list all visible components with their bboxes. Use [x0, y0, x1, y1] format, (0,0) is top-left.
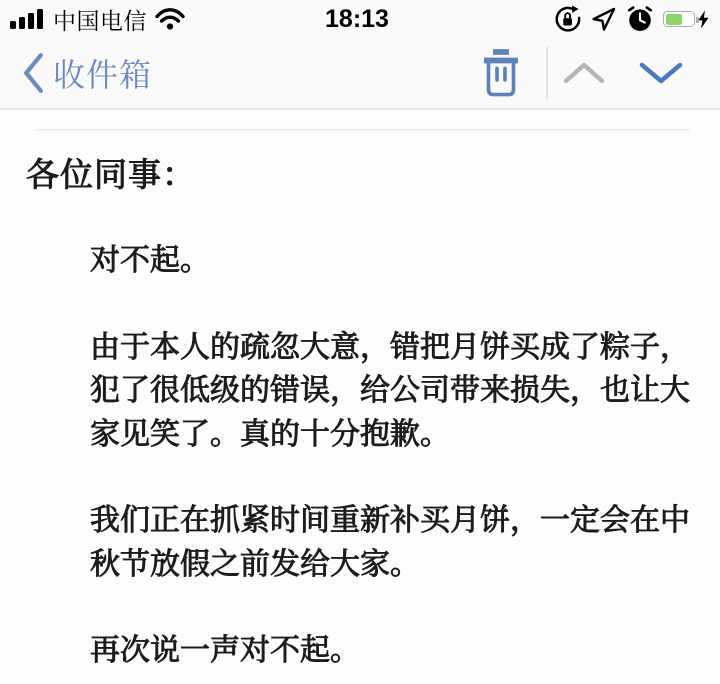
battery-icon [663, 11, 695, 27]
previous-message-button[interactable] [562, 59, 606, 87]
status-bar-left [10, 3, 186, 36]
trash-icon [478, 48, 524, 98]
nav-bar [0, 38, 720, 110]
delete-mail-button[interactable] [478, 48, 524, 98]
mail-salutation: 各位同事： [26, 156, 196, 193]
back-button-label: 收件箱 [53, 57, 153, 93]
orientation-lock-icon [553, 5, 582, 34]
wifi-icon [154, 7, 186, 31]
chevron-down-icon [638, 59, 684, 87]
signal-bars-icon [10, 8, 46, 30]
nav-divider [546, 47, 548, 99]
content-top-rule [35, 129, 690, 131]
status-bar-right [553, 5, 710, 34]
location-arrow-icon [591, 6, 617, 32]
status-bar [0, 0, 720, 38]
alarm-clock-icon [626, 5, 654, 33]
nav-actions [478, 47, 684, 99]
status-time: 18:13 [325, 4, 389, 33]
mail-paragraph: 再次说一声对不起。 [90, 634, 360, 667]
carrier-label: 中国电信 [53, 7, 147, 34]
mail-paragraph: 由于本人的疏忽大意，错把月饼买成了粽子，犯了很低级的错误，给公司带来损失，也让大家见笑了。真的十分抱歉。 [90, 330, 690, 451]
next-message-button[interactable] [638, 59, 684, 87]
chevron-left-icon [22, 52, 45, 94]
mail-body [0, 110, 720, 684]
chevron-up-icon [562, 59, 606, 87]
back-to-inbox-button[interactable] [22, 50, 152, 96]
mail-paragraphs [90, 239, 696, 673]
mail-paragraph: 对不起。 [90, 244, 210, 277]
battery-indicator [663, 10, 710, 29]
mail-paragraph: 我们正在抓紧时间重新补买月饼，一定会在中秋节放假之前发给大家。 [90, 504, 690, 581]
